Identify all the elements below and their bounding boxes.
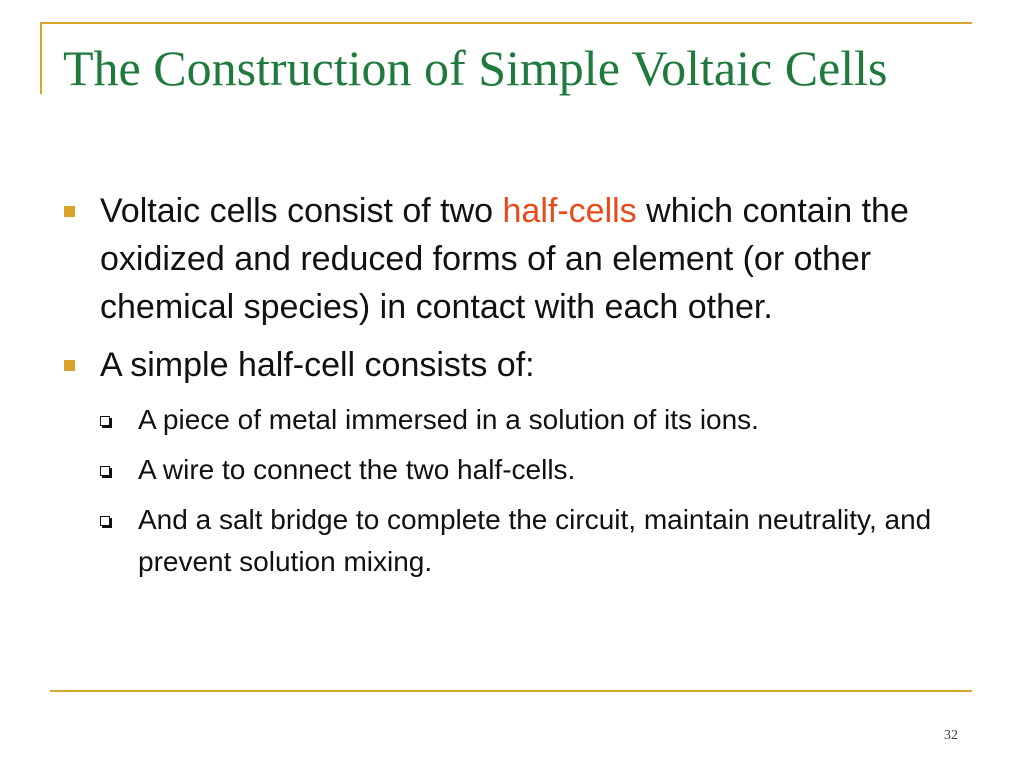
slide-body	[0, 187, 1024, 591]
sub-bullet-wire	[0, 449, 968, 491]
sub-bullet-salt-bridge	[0, 499, 968, 583]
hollow-square-bullet-icon	[100, 516, 110, 526]
hollow-square-bullet-icon	[100, 416, 110, 426]
sub-bullet-text: And a salt bridge to complete the circuit, maintain neutrality, and prevent solution mixing.	[138, 504, 932, 577]
square-bullet-icon	[64, 206, 75, 217]
bullet-simple-half-cell	[0, 341, 980, 389]
bullet-text: A simple half-cell consists of:	[100, 346, 535, 384]
sub-bullet-text: A wire to connect the two half-cells.	[138, 454, 576, 485]
frame-left-rule	[40, 22, 42, 94]
sub-bullet-text: A piece of metal immersed in a solution of its ions.	[138, 404, 759, 435]
footer-rule	[50, 690, 972, 692]
bullet-voltaic-cells	[0, 187, 980, 331]
bullet-text-end: which contain the oxidized and reduced forms of an element (or other chemical species) in contact with each other.	[100, 192, 909, 326]
sub-bullet-metal	[0, 399, 968, 441]
square-bullet-icon	[64, 360, 75, 371]
page-number: 32	[944, 728, 958, 743]
frame-top-rule	[40, 22, 972, 24]
hollow-square-bullet-icon	[100, 466, 110, 476]
highlight-half-cells: half-cells	[502, 192, 637, 230]
slide-title: The Construction of Simple Voltaic Cells	[63, 40, 888, 96]
bullet-text-start: Voltaic cells consist of two	[100, 192, 503, 230]
